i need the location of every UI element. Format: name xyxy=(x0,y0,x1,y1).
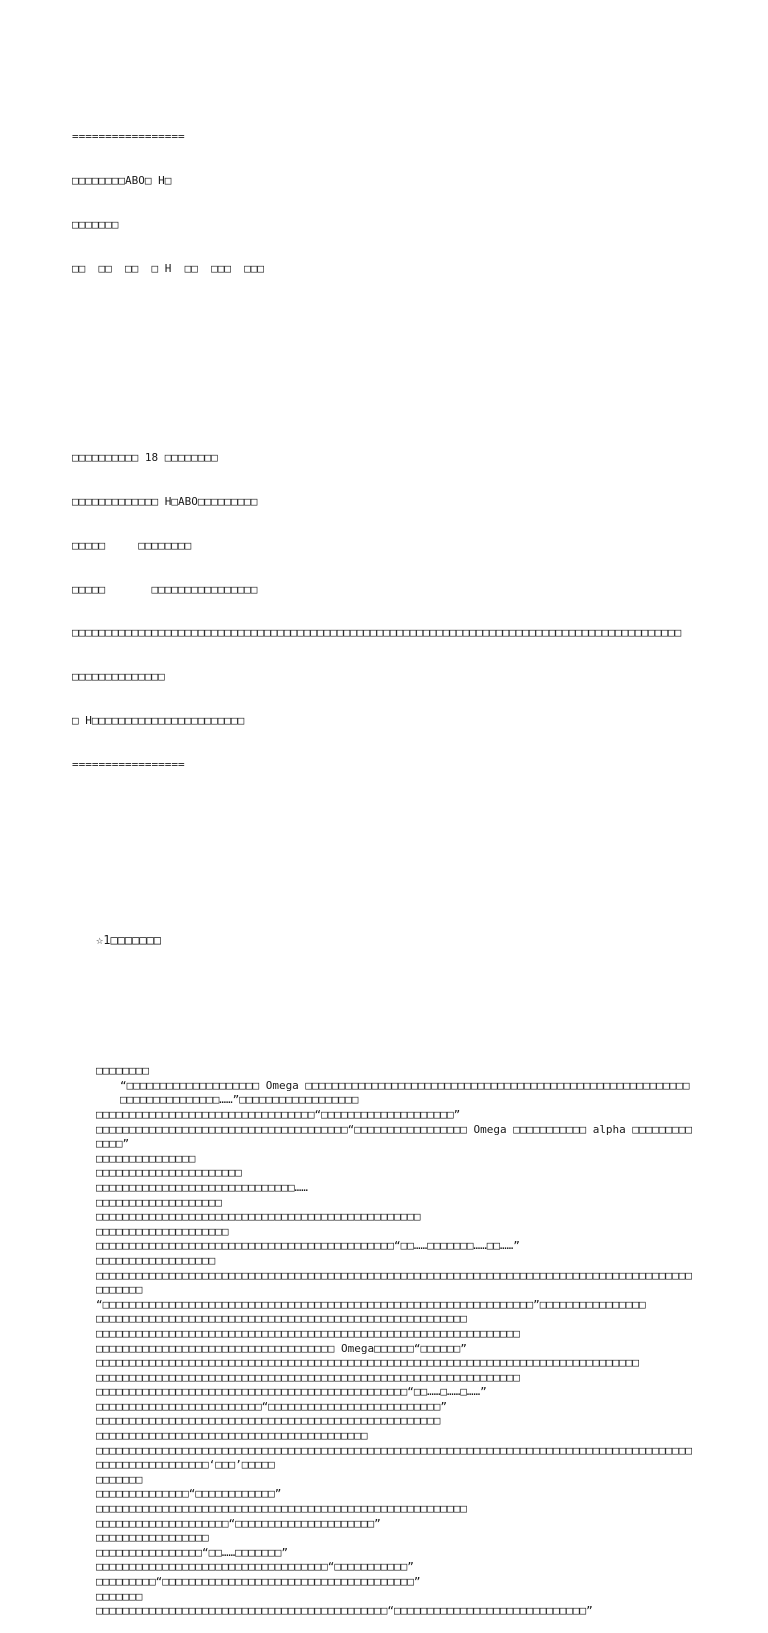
info-line: □□□□□□□□□□□□□ H□ABO□□□□□□□□□ xyxy=(72,495,258,509)
paragraph-line: □□□□□□□□□□□□□□□□□□□□□□□□□□□□□□□□□□□□□□□□□□□□□“□□……□□□□□□□……□□……” xyxy=(96,1239,520,1253)
paragraph-line: □□□□□□□□□□□□□□□□□‘□□□’□□□□□ xyxy=(96,1458,275,1472)
spacer xyxy=(72,845,696,889)
paragraph-line: □□□□□□□□□□□□□□□□“□□……□□□□□□□” xyxy=(96,1545,289,1559)
header-rule-top: ================= xyxy=(72,130,185,144)
paragraph-line: □□□□□□□□□□□□□□□□□□□□□□□□□□□□□□□□□□□□□□□□□□□□□□□□□ xyxy=(96,1210,421,1224)
header-line: □□□□□□□ xyxy=(72,217,119,231)
paragraph-line: □□□□□□□□□□□□□□□□□□□□“□□□□□□□□□□□□□□□□□□□□□” xyxy=(96,1516,381,1530)
document-page xyxy=(72,72,696,1633)
info-line: □□□□□□□□□□□□□□□□□□□□□□□□□□□□□□□□□□□□□□□□□□□□□□□□□□□□□□□□□□□□□□□□□□□□□□□□□□□□□□□□□□□□□□□□□□□□ xyxy=(72,626,682,640)
paragraph-line: □□□□□□□□□□□□□□□□□□□□□□□□□□□□□□…… xyxy=(96,1180,308,1194)
paragraph-line: □□□□□□□□□□□□□□□□□□ xyxy=(96,1253,216,1267)
paragraph-line: □□□□□□□□□□□□□□□□□□□□□□□□□□□□□□□□□□□□□□□□□□□□“□□□□□□□□□□□□□□□□□□□□□□□□□□□□□” xyxy=(96,1604,593,1618)
paragraph-line: □□□□□□□□□□□□□□“□□□□□□□□□□□□” xyxy=(96,1487,282,1501)
paragraph-line: □□□□□□□□□□□□□□□□□□□□□□□□□□□□□□□□□□□□□□□□□□□□□□□□□□□□□□□□ xyxy=(96,1312,467,1326)
paragraph-line: □□□□□□□□□□□□□□□□□□□□□□□□□□□□□□□□□□□□□□□□□□□□□□□□□□□□ xyxy=(96,1414,441,1428)
paragraph-line: □□□□□□□□ xyxy=(96,1064,149,1078)
spacer xyxy=(72,991,696,1020)
paragraph-line: □□□□□□□□□□□□□□□□□□□□□□ xyxy=(96,1166,242,1180)
paragraph-line: □□□□□□□□□□□□□□□□□□□□□□□□□□□□□□□□□□□□□□□□□□□□□□□□□□□□□□□□□□□□□□□□ xyxy=(96,1370,520,1384)
paragraph-line: □□□□□□□ xyxy=(96,1472,143,1486)
paragraph-line: □□□□□□□□□“□□□□□□□□□□□□□□□□□□□□□□□□□□□□□□□□□□□□□□” xyxy=(96,1575,421,1588)
info-line: □ H□□□□□□□□□□□□□□□□□□□□□□□ xyxy=(72,713,245,727)
header-line: □□□□□□□□ABO□ H□ xyxy=(72,174,172,188)
paragraph-line: □□□□□□□□□□□□□□□□□□□□□□□□□□□□□□□□□□□□□□“□□□□□□□□□□□□□□□□□ Omega □□□□□□□□□□□ alpha □□□□□□□□□□□□□” xyxy=(96,1122,693,1151)
info-line: □□□□□ □□□□□□□□ xyxy=(72,538,192,552)
paragraph-line: □□□□□□□□□□□□□□□□□□□□□□□□□□□□□□□□□□□□□□□□□□□□□□□“□□……□……□……” xyxy=(96,1385,487,1399)
info-line: □□□□□□□□□□ 18 □□□□□□□□ xyxy=(72,451,218,465)
paragraph-line: □□□□□□□□□□□□□□□□□□□□□□□□□□□□□□□□□□□□□□□□□□□□□□□□□□□□□□□□□□□□□□□□□□□□□□□□□□□□□□□□□□□□□□□□□□ xyxy=(96,1443,693,1457)
header-block xyxy=(72,101,696,305)
paragraph-line: □□□□□□□□□□□□□□□□□□□□□□□□□□□□□□□□□□□□□□□□□□□□□□□□□□□□□□□□□□□□□□□□□□□□□□□□□□□□□□□□□□□□□□□□□□□□□□□□□ xyxy=(96,1268,693,1297)
paragraph-line: □□□□□□□□□□□□□□□□□□□□□□□□□□□□□□□□□□□□□□□□□□□□□□□□□□□□□□□□□□□□□□□□□□□□□□□□□□□□□□□□□□ xyxy=(96,1356,640,1370)
info-line: □□□□□ □□□□□□□□□□□□□□□□ xyxy=(72,582,258,596)
paragraph-line: □□□□□□□□□□□□□□□□□□□□□□□□□□□□□□□□□□□□□□□□□ xyxy=(96,1429,368,1443)
paragraph-line: “□□□□□□□□□□□□□□□□□□□□□□□□□□□□□□□□□□□□□□□□□□□□□□□□□□□□□□□□□□□□□□□□□”□□□□□□□□□□□□□□□□ xyxy=(96,1297,646,1311)
body-text xyxy=(72,1064,696,1619)
paragraph-line: □□□□□□□□□□□□□□□□□□□□□□□□□□□□□□□□□□□“□□□□□□□□□□□” xyxy=(96,1560,414,1574)
paragraph-line: □□□□□□□□□□□□□□□□□□□□ xyxy=(96,1224,229,1238)
paragraph-line: □□□□□□□□□□□□□□□□□□□□□□□□□□□□□□□□□□□□□□□□□□□□□□□□□□□□□□□□□□□□□□□□ xyxy=(96,1326,520,1340)
paragraph-line: □□□□□□□□□□□□□□□□□□□□□□□□□□□□□□□□□□□□ Omega□□□□□□“□□□□□□” xyxy=(96,1341,467,1355)
paragraph-line: □□□□□□□ xyxy=(96,1589,143,1603)
info-rule-bottom: ================= xyxy=(72,757,185,771)
info-block xyxy=(72,422,696,801)
paragraph-line: □□□□□□□□□□□□□□□□□□□ xyxy=(96,1195,222,1209)
header-line: □□ □□ □□ □ H □□ □□□ □□□ xyxy=(72,261,265,275)
spacer xyxy=(72,349,696,378)
paragraph-line: □□□□□□□□□□□□□□□□□□□□□□□□□“□□□□□□□□□□□□□□□□□□□□□□□□□□” xyxy=(96,1399,447,1413)
chapter-title: ☆1□□□□□□□ xyxy=(96,933,162,948)
info-line: □□□□□□□□□□□□□□ xyxy=(72,670,165,684)
paragraph-line: □□□□□□□□□□□□□□□ xyxy=(96,1151,196,1165)
paragraph-line: □□□□□□□□□□□□□□□□□□□□□□□□□□□□□□□□□□□□□□□□□□□□□□□□□□□□□□□□ xyxy=(96,1502,467,1516)
paragraph-line: □□□□□□□□□□□□□□□□□ xyxy=(96,1531,209,1545)
paragraph-line: □□□□□□□□□□□□□□□□□□□□□□□□□□□□□□□□□“□□□□□□□□□□□□□□□□□□□□” xyxy=(96,1108,461,1121)
paragraph-line: “□□□□□□□□□□□□□□□□□□□□ Omega □□□□□□□□□□□□□□□□□□□□□□□□□□□□□□□□□□□□□□□□□□□□□□□□□□□□□□□□□□□□□□□□□□□□□□□□□……”□□□□□□□□□□□□□□□□□□ xyxy=(120,1078,690,1107)
